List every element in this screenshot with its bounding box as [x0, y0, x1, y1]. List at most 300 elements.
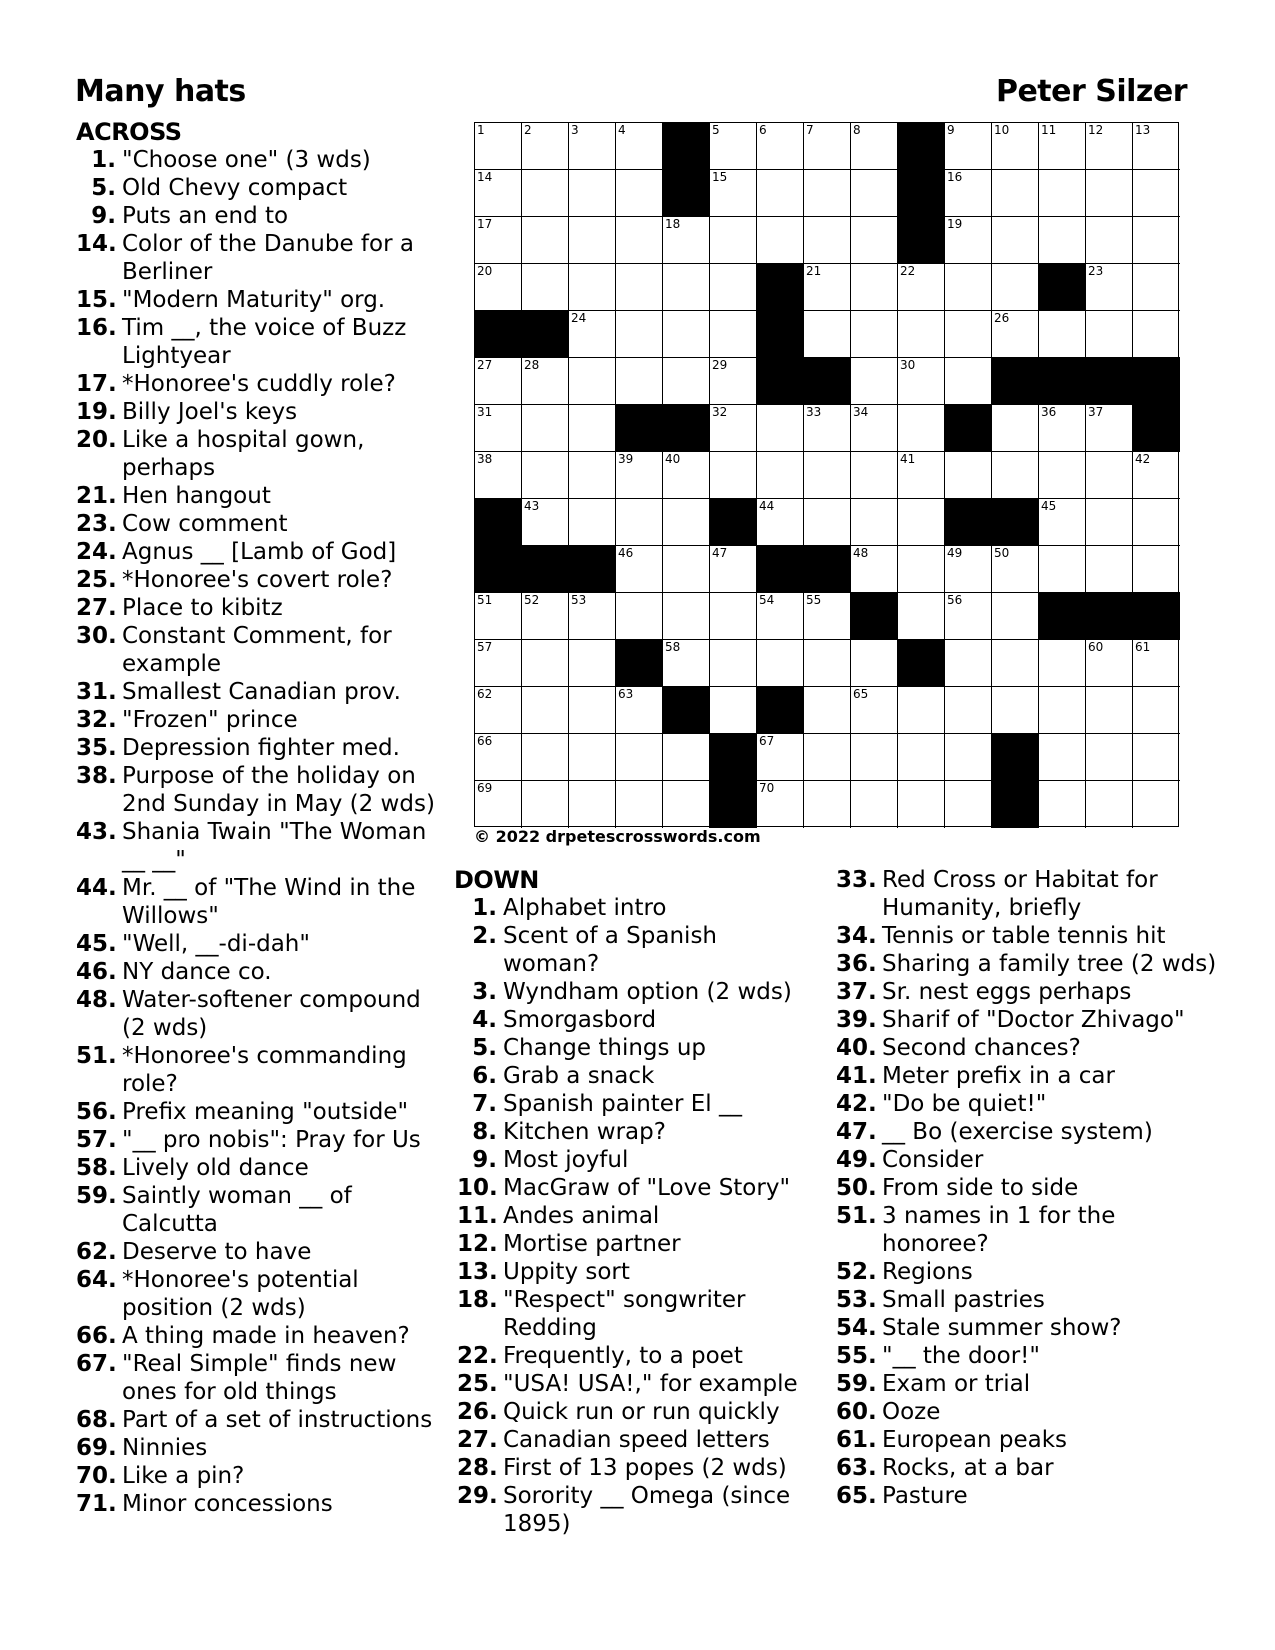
- grid-cell[interactable]: [616, 593, 663, 640]
- grid-cell[interactable]: [475, 358, 522, 405]
- grid-cell[interactable]: [1086, 499, 1133, 546]
- cell-number: 47: [712, 546, 728, 560]
- grid-cell[interactable]: [851, 311, 898, 358]
- grid-cell[interactable]: [710, 405, 757, 452]
- grid-block: [710, 734, 757, 781]
- clue-number: 51.: [76, 1043, 117, 1069]
- grid-cell[interactable]: [851, 123, 898, 170]
- clue-number: 47.: [836, 1119, 877, 1145]
- grid-cell[interactable]: [522, 123, 569, 170]
- grid-cell[interactable]: [1086, 546, 1133, 593]
- grid-cell[interactable]: [522, 593, 569, 640]
- clue-text: Rocks, at a bar: [882, 1455, 1054, 1481]
- grid-cell[interactable]: [804, 734, 851, 781]
- grid-cell[interactable]: [710, 687, 757, 734]
- grid-cell[interactable]: [616, 170, 663, 217]
- grid-block: [945, 405, 992, 452]
- grid-cell[interactable]: [898, 687, 945, 734]
- clue-item: [836, 978, 1221, 1006]
- grid-cell[interactable]: [1086, 311, 1133, 358]
- clue-number: 44.: [76, 875, 117, 901]
- cell-number: 14: [477, 170, 493, 184]
- cell-number: 30: [900, 358, 916, 372]
- clue-item: [76, 622, 438, 678]
- clue-text: Tennis or table tennis hit: [882, 923, 1166, 949]
- grid-cell[interactable]: [851, 217, 898, 264]
- grid-cell[interactable]: [1133, 734, 1180, 781]
- grid-cell[interactable]: [663, 546, 710, 593]
- clue-number: 4.: [472, 1007, 497, 1033]
- clue-item: [457, 1482, 817, 1538]
- down-clue-list-2: [836, 866, 1221, 1510]
- grid-block: [992, 358, 1039, 405]
- grid-cell[interactable]: [1133, 546, 1180, 593]
- clue-item: [836, 1118, 1221, 1146]
- clue-text: Shania Twain "The Woman __ __": [122, 819, 427, 873]
- clue-text: Ooze: [882, 1399, 941, 1425]
- cell-number: 40: [665, 452, 681, 466]
- grid-cell[interactable]: [663, 734, 710, 781]
- grid-cell[interactable]: [1039, 640, 1086, 687]
- clue-item: [76, 1322, 438, 1350]
- grid-cell[interactable]: [475, 123, 522, 170]
- grid-cell[interactable]: [616, 452, 663, 499]
- grid-cell[interactable]: [757, 170, 804, 217]
- grid-cell[interactable]: [1133, 264, 1180, 311]
- clue-text: Mortise partner: [503, 1231, 681, 1257]
- clue-text: Deserve to have: [122, 1239, 312, 1265]
- clue-number: 9.: [91, 203, 116, 229]
- clue-item: [76, 202, 438, 230]
- clue-text: Most joyful: [503, 1147, 629, 1173]
- grid-block: [616, 640, 663, 687]
- grid-cell[interactable]: [898, 781, 945, 828]
- clue-item: [76, 286, 438, 314]
- grid-cell[interactable]: [663, 358, 710, 405]
- grid-cell[interactable]: [804, 687, 851, 734]
- grid-cell[interactable]: [616, 217, 663, 264]
- cell-number: 17: [477, 217, 493, 231]
- grid-cell[interactable]: [475, 734, 522, 781]
- grid-cell[interactable]: [945, 311, 992, 358]
- cell-number: 54: [759, 593, 775, 607]
- clue-item: [76, 958, 438, 986]
- grid-cell[interactable]: [898, 452, 945, 499]
- grid-cell[interactable]: [757, 640, 804, 687]
- grid-cell[interactable]: [804, 311, 851, 358]
- grid-block: [945, 499, 992, 546]
- clue-number: 33.: [836, 867, 877, 893]
- clue-item: [76, 398, 438, 426]
- grid-cell[interactable]: [945, 217, 992, 264]
- grid-cell[interactable]: [945, 734, 992, 781]
- grid-cell[interactable]: [945, 640, 992, 687]
- grid-cell[interactable]: [522, 734, 569, 781]
- grid-cell[interactable]: [945, 358, 992, 405]
- grid-cell[interactable]: [1039, 217, 1086, 264]
- cell-number: 13: [1135, 123, 1151, 137]
- clue-item: [76, 1126, 438, 1154]
- grid-cell[interactable]: [992, 452, 1039, 499]
- clue-text: Depression fighter med.: [122, 735, 400, 761]
- clue-text: Regions: [882, 1259, 973, 1285]
- clue-text: European peaks: [882, 1427, 1068, 1453]
- grid-cell[interactable]: [804, 170, 851, 217]
- grid-cell[interactable]: [569, 405, 616, 452]
- grid-cell[interactable]: [475, 170, 522, 217]
- grid-cell[interactable]: [522, 640, 569, 687]
- clue-text: "Choose one" (3 wds): [122, 147, 371, 173]
- grid-cell[interactable]: [663, 311, 710, 358]
- grid-cell[interactable]: [804, 640, 851, 687]
- grid-cell[interactable]: [757, 405, 804, 452]
- grid-cell[interactable]: [804, 264, 851, 311]
- cell-number: 41: [900, 452, 916, 466]
- clue-number: 42.: [836, 1091, 877, 1117]
- cell-number: 37: [1088, 405, 1104, 419]
- grid-cell[interactable]: [851, 687, 898, 734]
- grid-block: [616, 405, 663, 452]
- clue-number: 12.: [457, 1231, 498, 1257]
- grid-cell[interactable]: [1039, 499, 1086, 546]
- clue-item: [457, 978, 817, 1006]
- clue-number: 5.: [472, 1035, 497, 1061]
- grid-cell[interactable]: [757, 734, 804, 781]
- grid-block: [992, 781, 1039, 828]
- cell-number: 8: [853, 123, 861, 137]
- clue-text: Billy Joel's keys: [122, 399, 298, 425]
- grid-cell[interactable]: [1086, 781, 1133, 828]
- grid-cell[interactable]: [616, 781, 663, 828]
- clue-text: Sharif of "Doctor Zhivago": [882, 1007, 1185, 1033]
- grid-cell[interactable]: [992, 311, 1039, 358]
- grid-cell[interactable]: [663, 781, 710, 828]
- grid-cell[interactable]: [945, 452, 992, 499]
- grid-cell[interactable]: [569, 734, 616, 781]
- grid-cell[interactable]: [1133, 311, 1180, 358]
- grid-cell[interactable]: [1039, 452, 1086, 499]
- clue-text: Wyndham option (2 wds): [503, 979, 792, 1005]
- clue-item: [836, 1454, 1221, 1482]
- grid-cell[interactable]: [663, 452, 710, 499]
- grid-cell[interactable]: [992, 170, 1039, 217]
- grid-cell[interactable]: [663, 264, 710, 311]
- grid-cell[interactable]: [1086, 170, 1133, 217]
- grid-cell[interactable]: [616, 123, 663, 170]
- cell-number: 61: [1135, 640, 1151, 654]
- grid-cell[interactable]: [898, 499, 945, 546]
- grid-cell[interactable]: [710, 123, 757, 170]
- crossword-grid: [474, 122, 1179, 827]
- grid-cell[interactable]: [569, 640, 616, 687]
- grid-cell[interactable]: [804, 123, 851, 170]
- grid-cell[interactable]: [992, 405, 1039, 452]
- grid-cell[interactable]: [710, 546, 757, 593]
- grid-cell[interactable]: [1086, 734, 1133, 781]
- grid-cell[interactable]: [522, 781, 569, 828]
- grid-block: [1133, 358, 1180, 405]
- clue-text: "Real Simple" finds new ones for old things: [122, 1351, 397, 1405]
- grid-cell[interactable]: [569, 499, 616, 546]
- cell-number: 18: [665, 217, 681, 231]
- grid-cell[interactable]: [663, 499, 710, 546]
- grid-cell[interactable]: [616, 687, 663, 734]
- grid-cell[interactable]: [757, 217, 804, 264]
- grid-cell[interactable]: [992, 264, 1039, 311]
- cell-number: 43: [524, 499, 540, 513]
- grid-cell[interactable]: [945, 264, 992, 311]
- grid-cell[interactable]: [804, 405, 851, 452]
- grid-cell[interactable]: [851, 264, 898, 311]
- grid-cell[interactable]: [475, 217, 522, 264]
- cell-number: 58: [665, 640, 681, 654]
- clue-text: Smallest Canadian prov.: [122, 679, 401, 705]
- grid-cell[interactable]: [569, 264, 616, 311]
- grid-cell[interactable]: [945, 170, 992, 217]
- clue-item: [457, 922, 817, 978]
- grid-cell[interactable]: [569, 123, 616, 170]
- cell-number: 16: [947, 170, 963, 184]
- clue-text: Sr. nest eggs perhaps: [882, 979, 1132, 1005]
- grid-cell[interactable]: [1039, 123, 1086, 170]
- cell-number: 57: [477, 640, 493, 654]
- grid-cell[interactable]: [992, 640, 1039, 687]
- clue-number: 7.: [472, 1091, 497, 1117]
- clue-number: 51.: [836, 1203, 877, 1229]
- grid-cell[interactable]: [945, 546, 992, 593]
- grid-cell[interactable]: [569, 358, 616, 405]
- grid-cell[interactable]: [569, 311, 616, 358]
- grid-cell[interactable]: [475, 687, 522, 734]
- clue-text: Cow comment: [122, 511, 288, 537]
- clue-text: "Modern Maturity" org.: [122, 287, 386, 313]
- grid-cell[interactable]: [945, 687, 992, 734]
- grid-cell[interactable]: [475, 452, 522, 499]
- grid-cell[interactable]: [475, 640, 522, 687]
- grid-cell[interactable]: [1133, 123, 1180, 170]
- grid-cell[interactable]: [1086, 452, 1133, 499]
- grid-cell[interactable]: [992, 123, 1039, 170]
- grid-cell[interactable]: [1133, 687, 1180, 734]
- grid-cell[interactable]: [757, 452, 804, 499]
- clue-item: [457, 1118, 817, 1146]
- grid-block: [757, 311, 804, 358]
- grid-cell[interactable]: [522, 264, 569, 311]
- grid-cell[interactable]: [1039, 311, 1086, 358]
- grid-block: [1086, 358, 1133, 405]
- grid-cell[interactable]: [1086, 640, 1133, 687]
- grid-cell[interactable]: [475, 781, 522, 828]
- clue-number: 28.: [457, 1455, 498, 1481]
- clue-text: Prefix meaning "outside": [122, 1099, 409, 1125]
- clue-text: Part of a set of instructions: [122, 1407, 433, 1433]
- grid-cell[interactable]: [898, 546, 945, 593]
- grid-cell[interactable]: [1039, 687, 1086, 734]
- grid-cell[interactable]: [663, 217, 710, 264]
- grid-cell[interactable]: [898, 311, 945, 358]
- grid-cell[interactable]: [945, 781, 992, 828]
- clue-number: 24.: [76, 539, 117, 565]
- clue-number: 59.: [76, 1183, 117, 1209]
- clue-number: 29.: [457, 1483, 498, 1509]
- cell-number: 45: [1041, 499, 1057, 513]
- clue-number: 35.: [76, 735, 117, 761]
- grid-cell[interactable]: [851, 452, 898, 499]
- grid-cell[interactable]: [616, 264, 663, 311]
- grid-cell[interactable]: [522, 358, 569, 405]
- grid-cell[interactable]: [804, 593, 851, 640]
- grid-block: [475, 546, 522, 593]
- cell-number: 33: [806, 405, 822, 419]
- grid-cell[interactable]: [757, 123, 804, 170]
- clue-number: 27.: [457, 1427, 498, 1453]
- grid-cell[interactable]: [616, 734, 663, 781]
- clue-text: First of 13 popes (2 wds): [503, 1455, 787, 1481]
- grid-cell[interactable]: [710, 170, 757, 217]
- grid-cell[interactable]: [710, 452, 757, 499]
- clue-text: Hen hangout: [122, 483, 271, 509]
- grid-cell[interactable]: [522, 170, 569, 217]
- grid-cell[interactable]: [616, 358, 663, 405]
- clue-item: [76, 1238, 438, 1266]
- grid-cell[interactable]: [569, 781, 616, 828]
- grid-cell[interactable]: [1133, 452, 1180, 499]
- clue-number: 30.: [76, 623, 117, 649]
- grid-cell[interactable]: [851, 640, 898, 687]
- clue-item: [836, 1314, 1221, 1342]
- clue-item: [76, 510, 438, 538]
- clue-text: Grab a snack: [503, 1063, 655, 1089]
- clue-number: 52.: [836, 1259, 877, 1285]
- grid-cell[interactable]: [851, 170, 898, 217]
- grid-cell[interactable]: [522, 217, 569, 264]
- grid-cell[interactable]: [992, 593, 1039, 640]
- grid-cell[interactable]: [992, 687, 1039, 734]
- grid-cell[interactable]: [569, 687, 616, 734]
- grid-cell[interactable]: [851, 499, 898, 546]
- grid-cell[interactable]: [1133, 170, 1180, 217]
- clue-number: 68.: [76, 1407, 117, 1433]
- grid-cell[interactable]: [475, 405, 522, 452]
- grid-cell[interactable]: [1086, 264, 1133, 311]
- grid-cell[interactable]: [898, 264, 945, 311]
- grid-cell[interactable]: [804, 452, 851, 499]
- grid-cell[interactable]: [710, 640, 757, 687]
- grid-cell[interactable]: [1039, 170, 1086, 217]
- grid-cell[interactable]: [710, 593, 757, 640]
- grid-cell[interactable]: [663, 640, 710, 687]
- grid-cell[interactable]: [522, 499, 569, 546]
- grid-cell[interactable]: [851, 546, 898, 593]
- clue-number: 11.: [457, 1203, 498, 1229]
- grid-cell[interactable]: [522, 452, 569, 499]
- grid-cell[interactable]: [663, 593, 710, 640]
- grid-cell[interactable]: [522, 687, 569, 734]
- grid-cell[interactable]: [898, 405, 945, 452]
- clue-item: [76, 370, 438, 398]
- cell-number: 19: [947, 217, 963, 231]
- grid-cell[interactable]: [851, 405, 898, 452]
- grid-cell[interactable]: [898, 734, 945, 781]
- grid-cell[interactable]: [475, 264, 522, 311]
- grid-cell[interactable]: [569, 217, 616, 264]
- down-clues-column-1: [454, 866, 817, 1538]
- clue-item: [457, 1370, 817, 1398]
- grid-cell[interactable]: [1039, 734, 1086, 781]
- grid-block: [663, 405, 710, 452]
- grid-cell[interactable]: [1086, 405, 1133, 452]
- grid-cell[interactable]: [616, 546, 663, 593]
- grid-cell[interactable]: [616, 311, 663, 358]
- grid-block: [1039, 264, 1086, 311]
- grid-cell[interactable]: [569, 593, 616, 640]
- grid-cell[interactable]: [945, 123, 992, 170]
- grid-cell[interactable]: [1133, 640, 1180, 687]
- grid-cell[interactable]: [710, 264, 757, 311]
- cell-number: 21: [806, 264, 822, 278]
- grid-cell[interactable]: [898, 358, 945, 405]
- grid-cell[interactable]: [475, 593, 522, 640]
- clue-number: 46.: [76, 959, 117, 985]
- grid-cell[interactable]: [1086, 687, 1133, 734]
- grid-cell[interactable]: [1133, 499, 1180, 546]
- grid-cell[interactable]: [804, 217, 851, 264]
- grid-cell[interactable]: [804, 499, 851, 546]
- grid-cell[interactable]: [757, 781, 804, 828]
- grid-cell[interactable]: [616, 499, 663, 546]
- grid-cell[interactable]: [898, 593, 945, 640]
- grid-cell[interactable]: [1086, 123, 1133, 170]
- clue-text: Change things up: [503, 1035, 707, 1061]
- grid-cell[interactable]: [1133, 781, 1180, 828]
- cell-number: 53: [571, 593, 587, 607]
- cell-number: 5: [712, 123, 720, 137]
- clue-text: Puts an end to: [122, 203, 289, 229]
- grid-cell[interactable]: [992, 217, 1039, 264]
- grid-cell[interactable]: [851, 781, 898, 828]
- grid-cell[interactable]: [1039, 781, 1086, 828]
- grid-cell[interactable]: [992, 546, 1039, 593]
- grid-cell[interactable]: [1039, 405, 1086, 452]
- grid-cell[interactable]: [710, 217, 757, 264]
- clue-item: [836, 1202, 1221, 1258]
- grid-cell[interactable]: [1086, 217, 1133, 264]
- clue-text: Water-softener compound (2 wds): [122, 987, 421, 1041]
- clue-number: 62.: [76, 1239, 117, 1265]
- grid-cell[interactable]: [710, 311, 757, 358]
- grid-cell[interactable]: [1133, 217, 1180, 264]
- grid-cell[interactable]: [757, 499, 804, 546]
- clue-text: __ Bo (exercise system): [882, 1119, 1153, 1145]
- grid-block: [992, 499, 1039, 546]
- clue-item: [76, 706, 438, 734]
- grid-cell[interactable]: [945, 593, 992, 640]
- clue-number: 16.: [76, 315, 117, 341]
- down-heading: DOWN: [454, 866, 539, 894]
- grid-cell[interactable]: [851, 734, 898, 781]
- grid-cell[interactable]: [569, 452, 616, 499]
- grid-cell[interactable]: [569, 170, 616, 217]
- cell-number: 2: [524, 123, 532, 137]
- grid-cell[interactable]: [757, 593, 804, 640]
- grid-cell[interactable]: [851, 358, 898, 405]
- grid-cell[interactable]: [1039, 546, 1086, 593]
- cell-number: 36: [1041, 405, 1057, 419]
- grid-cell[interactable]: [804, 781, 851, 828]
- clue-number: 27.: [76, 595, 117, 621]
- grid-cell[interactable]: [710, 358, 757, 405]
- grid-cell[interactable]: [522, 405, 569, 452]
